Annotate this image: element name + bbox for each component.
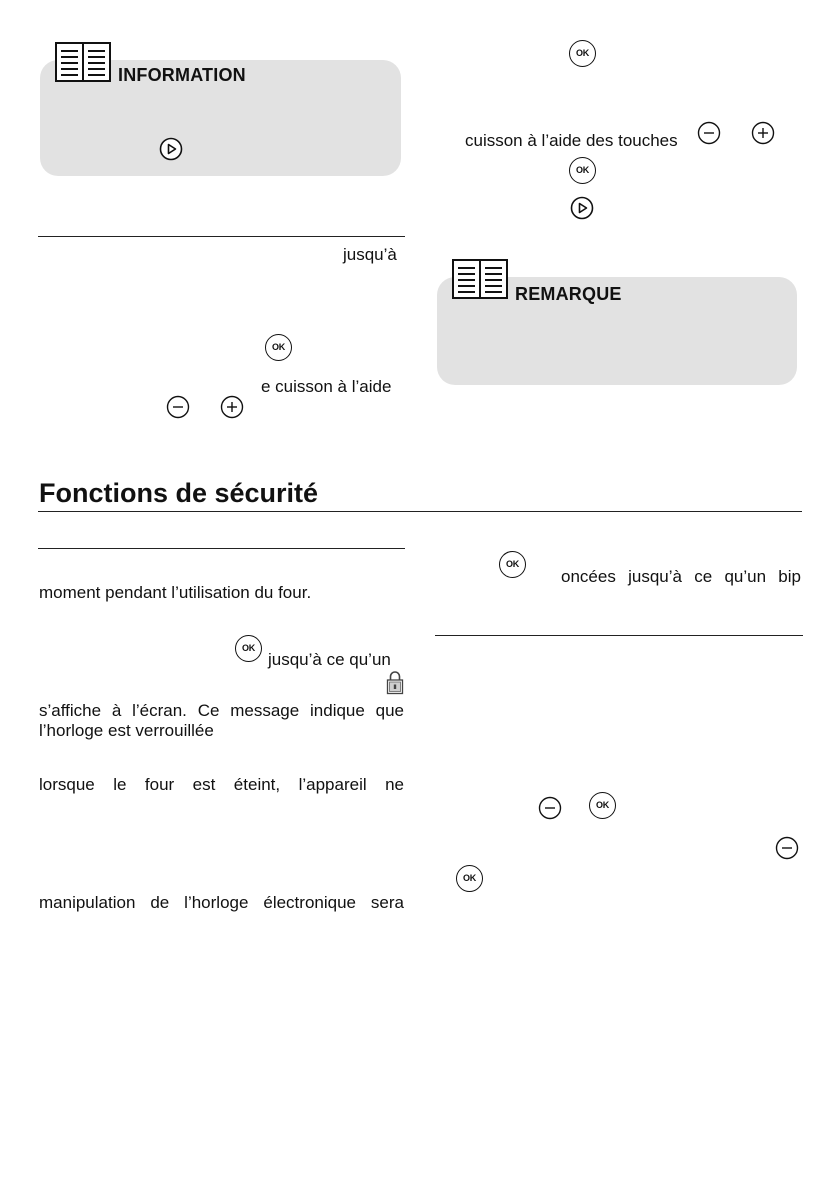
divider-right-bottom (435, 635, 803, 636)
minus-button[interactable] (697, 121, 721, 145)
ok-button[interactable]: OK (499, 551, 526, 578)
ok-button[interactable]: OK (569, 40, 596, 67)
ok-button[interactable]: OK (456, 865, 483, 892)
lock-icon (386, 669, 404, 695)
divider-left-top (38, 236, 405, 237)
ok-button[interactable]: OK (235, 635, 262, 662)
text-line: l’horloge est verrouillée (39, 721, 214, 740)
text-line: moment pendant l’utilisation du four. (39, 583, 312, 602)
text-jusqua: jusqu’à (343, 245, 397, 264)
text-line: jusqu’à ce qu’un (268, 650, 391, 669)
divider-left-bottom (38, 548, 405, 549)
section-title: Fonctions de sécurité (39, 478, 319, 508)
book-icon (452, 259, 508, 299)
minus-button[interactable] (775, 836, 799, 860)
ok-button[interactable]: OK (589, 792, 616, 819)
ok-button[interactable]: OK (265, 334, 292, 361)
text-line: s’affiche à l’écran. Ce message indique que (39, 701, 404, 720)
section-rule (38, 511, 802, 512)
text-cuisson-aide: e cuisson à l’aide (261, 377, 392, 396)
text-cuisson-touches: cuisson à l’aide des touches (465, 131, 678, 150)
text-line: lorsque le four est éteint, l’appareil ne (39, 775, 404, 794)
minus-button[interactable] (538, 796, 562, 820)
text-line: manipulation de l’horloge électronique sera (39, 893, 404, 912)
plus-button[interactable] (751, 121, 775, 145)
text-line: oncées jusqu’à ce qu’un bip (561, 567, 801, 586)
play-button[interactable] (159, 137, 183, 161)
minus-button[interactable] (166, 395, 190, 419)
ok-button[interactable]: OK (569, 157, 596, 184)
remark-title: REMARQUE (515, 284, 622, 304)
play-button[interactable] (570, 196, 594, 220)
book-icon (55, 42, 111, 82)
information-title: INFORMATION (118, 65, 246, 85)
plus-button[interactable] (220, 395, 244, 419)
